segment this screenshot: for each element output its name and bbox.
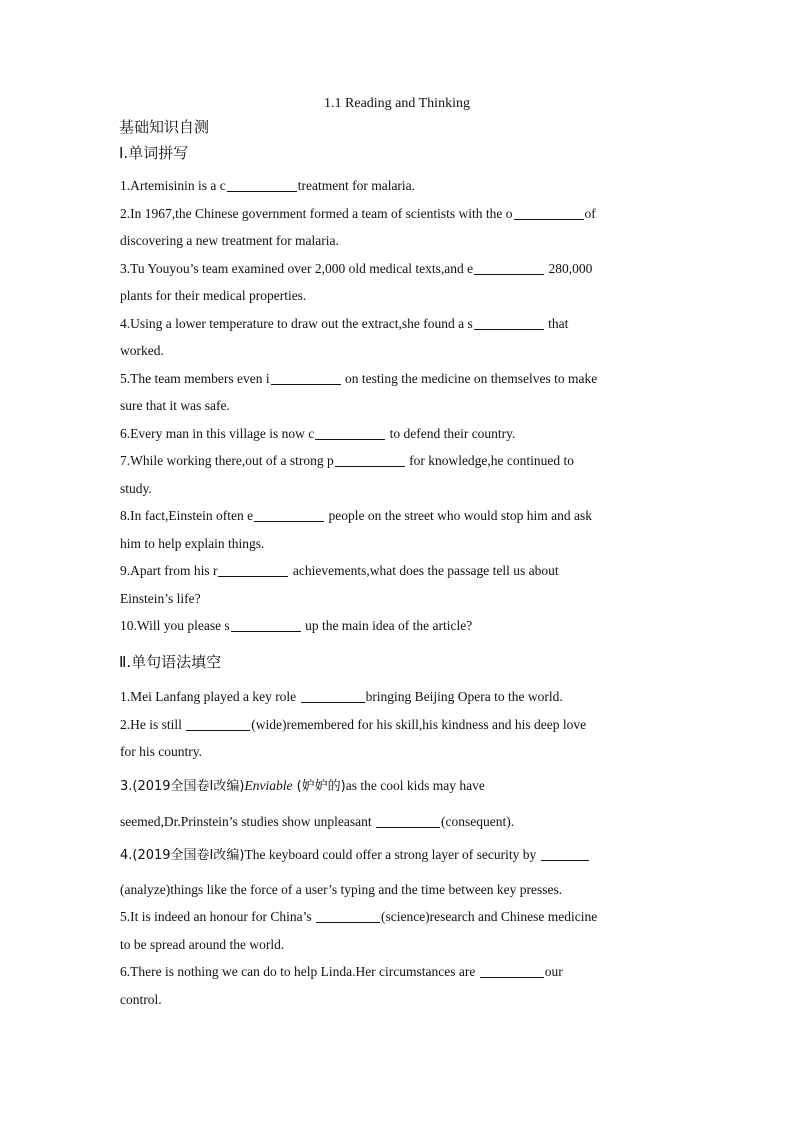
part2-q4: [120, 841, 665, 870]
list-item: 3.Tu Youyou’s team examined over 2,000 old medical texts,and e 280,000 plants for their medical properties.: [120, 260, 593, 303]
part2-q1-q2: [120, 683, 665, 766]
part2-q4-cont: [120, 876, 665, 904]
list-item: 2.In 1967,the Chinese government formed a team of scientists with the o of discovering a new treatment for malaria.: [120, 205, 596, 248]
answer-blank[interactable]: [335, 452, 405, 467]
answer-blank[interactable]: [376, 813, 440, 828]
list-item: 7.While working there,out of a strong p for knowledge,he continued to study.: [120, 453, 575, 496]
answer-blank[interactable]: [218, 562, 288, 577]
answer-blank[interactable]: [231, 617, 301, 632]
list-item: 3.(2019全国卷Ⅰ改编)Enviable (妒妒的)as the cool kids may have: [120, 778, 485, 794]
list-item: 1.Mei Lanfang played a key role bringing Beijing Opera to the world.: [120, 689, 563, 704]
list-item: 4.(2019全国卷Ⅰ改编)The keyboard could offer a strong layer of security by: [120, 841, 665, 870]
answer-blank[interactable]: [316, 908, 380, 923]
list-item: seemed,Dr.Prinstein’s studies show unpleasant (consequent).: [120, 814, 515, 829]
part2-q3: [120, 772, 665, 801]
page-title: 1.1 Reading and Thinking: [324, 96, 470, 111]
list-item: (analyze)things like the force of a user’s typing and the time between key presses.: [120, 882, 563, 897]
answer-blank[interactable]: [186, 716, 250, 731]
list-item: 1.Artemisinin is a c treatment for malaria.: [120, 178, 416, 193]
answer-blank[interactable]: [480, 963, 544, 978]
list-item: 2.He is still (wide)remembered for his skill,his kindness and his deep love for his country.: [120, 716, 587, 759]
section-2-title: Ⅱ.单句语法填空: [119, 653, 222, 671]
section-1-title: Ⅰ.单词拼写: [119, 144, 189, 162]
answer-blank[interactable]: [474, 315, 544, 330]
list-item: 6.There is nothing we can do to help Linda.Her circumstances are our control.: [120, 964, 563, 1007]
section-heading: 基础知识自测: [119, 118, 210, 136]
answer-blank[interactable]: [474, 260, 544, 275]
answer-blank[interactable]: [227, 177, 297, 192]
list-item: 6.Every man in this village is now c to defend their country.: [120, 425, 516, 441]
list-item: 9.Apart from his r achievements,what does the passage tell us about Einstein’s life?: [120, 563, 559, 606]
part2-q3-cont: [120, 808, 665, 836]
part2-q5-q6: [120, 903, 665, 1013]
answer-blank[interactable]: [254, 507, 324, 522]
list-item: 5.It is indeed an honour for China’s (science)research and Chinese medicine to be spread around the world.: [120, 909, 598, 952]
list-item: 10.Will you please s up the main idea of the article?: [120, 618, 473, 633]
answer-blank[interactable]: [514, 205, 584, 220]
list-item: 4.Using a lower temperature to draw out the extract,she found a s that worked.: [120, 315, 569, 358]
answer-blank[interactable]: [271, 370, 341, 385]
answer-blank[interactable]: [315, 425, 385, 440]
list-item: 5.The team members even i on testing the medicine on themselves to make sure that it was safe.: [120, 370, 598, 413]
list-item: 8.In fact,Einstein often e people on the street who would stop him and ask him to help explain things.: [120, 508, 593, 551]
answer-blank[interactable]: [541, 846, 589, 861]
answer-blank[interactable]: [301, 688, 365, 703]
part1-list: [120, 172, 665, 640]
